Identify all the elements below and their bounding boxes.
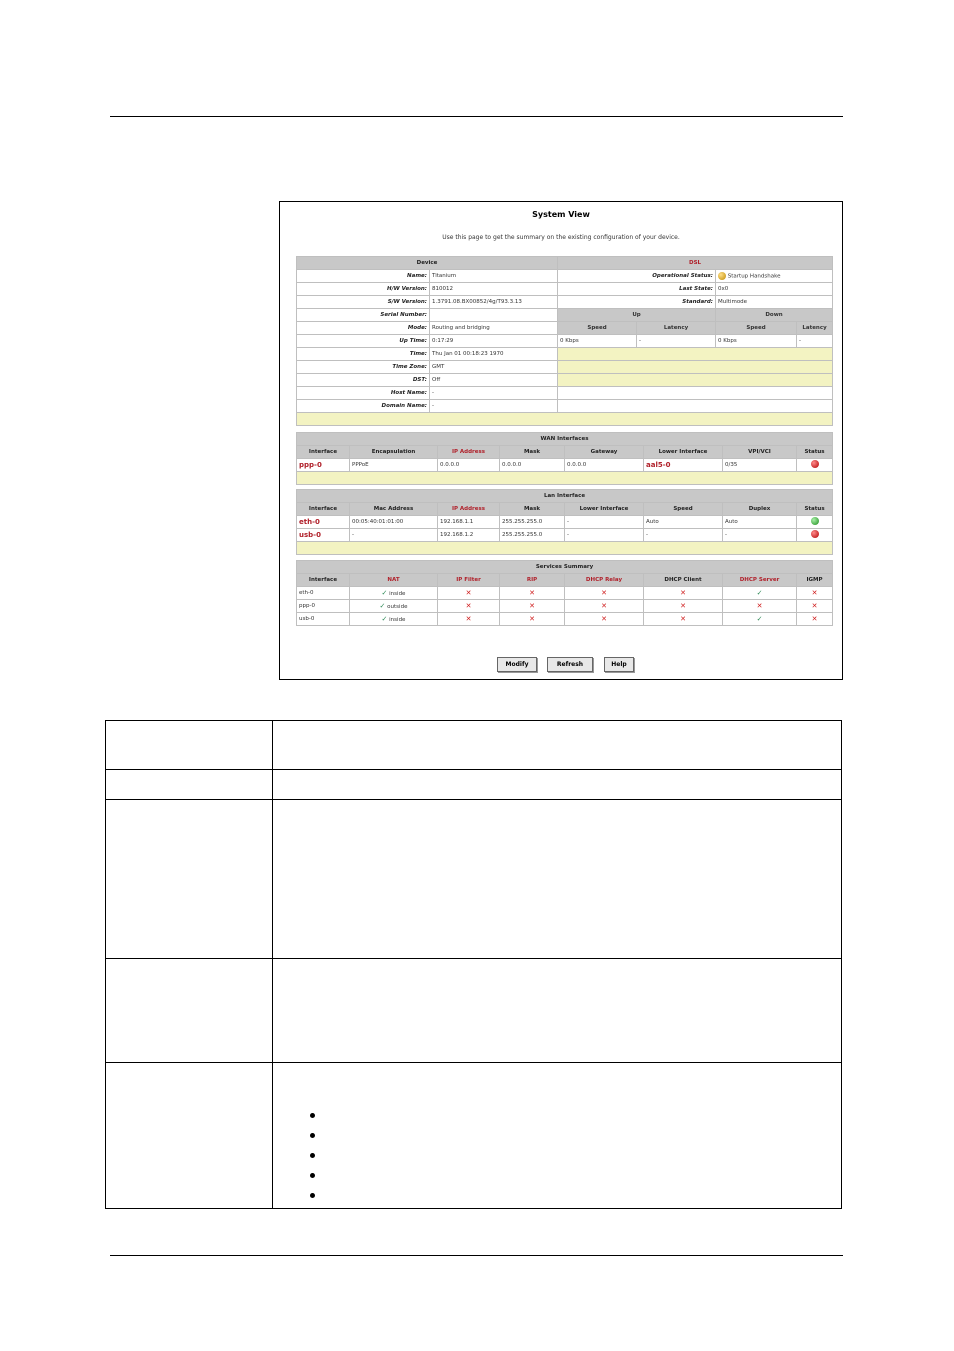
dsl-col-speed: Speed: [716, 322, 797, 335]
desc-cell: [273, 770, 842, 800]
dsl-down-speed: 0 Kbps: [716, 335, 797, 348]
table-row: [297, 613, 833, 626]
bullet-icon: [310, 1173, 315, 1178]
lan-col: Speed: [644, 503, 723, 516]
status-down-icon: [811, 460, 819, 468]
dsl-empty-row: [558, 387, 833, 400]
refresh-button[interactable]: Refresh: [547, 657, 593, 672]
services-col: Interface: [297, 574, 350, 587]
dsl-down-latency: -: [797, 335, 833, 348]
dsl-last-state-label: Last State:: [558, 283, 716, 296]
device-label: Domain Name:: [297, 400, 430, 413]
dsl-standard-label: Standard:: [558, 296, 716, 309]
bullet-icon: [310, 1113, 315, 1118]
spacer-row: [297, 472, 833, 485]
bullet-icon: [310, 1133, 315, 1138]
device-label: H/W Version:: [297, 283, 430, 296]
services-col: IGMP: [797, 574, 833, 587]
lan-table: [296, 489, 833, 555]
wan-col: Mask: [500, 446, 565, 459]
device-label: Time Zone:: [297, 361, 430, 374]
lan-ip: 192.168.1.1: [438, 516, 500, 529]
table-row: [297, 459, 833, 472]
cross-icon: ✕: [438, 613, 500, 626]
desc-cell: [106, 770, 273, 800]
services-interface: usb-0: [297, 613, 350, 626]
modify-button[interactable]: Modify: [497, 657, 537, 672]
services-col-dhcp-relay[interactable]: DHCP Relay: [565, 574, 644, 587]
device-value: 0:17:29: [430, 335, 558, 348]
dsl-empty-row: [558, 348, 833, 361]
cross-icon: ✕: [438, 600, 500, 613]
wan-gateway: 0.0.0.0: [565, 459, 644, 472]
lan-interface-link[interactable]: eth-0: [297, 516, 350, 529]
lan-header: Lan Interface: [297, 490, 833, 503]
desc-cell: [273, 721, 842, 770]
device-value: GMT: [430, 361, 558, 374]
device-value: Titanium: [430, 270, 558, 283]
device-value: Off: [430, 374, 558, 387]
cross-icon: ✕: [723, 600, 797, 613]
services-col: DHCP Client: [644, 574, 723, 587]
table-row: [297, 600, 833, 613]
wan-header: WAN Interfaces: [297, 433, 833, 446]
wan-col: Encapsulation: [350, 446, 438, 459]
description-table: [105, 720, 842, 1209]
device-label: Serial Number:: [297, 309, 430, 322]
wan-vpivci: 0/35: [723, 459, 797, 472]
nat-value: inside: [389, 617, 406, 623]
lan-ip: 192.168.1.2: [438, 529, 500, 542]
system-view-screenshot: [279, 201, 843, 680]
device-label: Host Name:: [297, 387, 430, 400]
wan-interface-link[interactable]: ppp-0: [297, 459, 350, 472]
desc-cell: [106, 800, 273, 959]
device-value: [430, 309, 558, 322]
wan-lower-link[interactable]: aal5-0: [644, 459, 723, 472]
cross-icon: ✕: [644, 613, 723, 626]
bullet-list: [310, 1113, 315, 1213]
services-interface: ppp-0: [297, 600, 350, 613]
desc-cell: [273, 1063, 842, 1209]
lan-col: Mac Address: [350, 503, 438, 516]
bullet-icon: [310, 1193, 315, 1198]
lan-col: Interface: [297, 503, 350, 516]
check-icon: ✓: [381, 615, 388, 623]
bullet-icon: [310, 1153, 315, 1158]
wan-ip: 0.0.0.0: [438, 459, 500, 472]
nat-value: inside: [389, 591, 406, 597]
device-label: DST:: [297, 374, 430, 387]
wan-col: VPI/VCI: [723, 446, 797, 459]
cross-icon: ✕: [565, 600, 644, 613]
cross-icon: ✕: [565, 587, 644, 600]
services-col-rip[interactable]: RIP: [500, 574, 565, 587]
status-led-icon: [718, 272, 726, 280]
cross-icon: ✕: [438, 587, 500, 600]
dsl-empty-row: [558, 374, 833, 387]
status-up-icon: [811, 517, 819, 525]
check-icon: ✓: [723, 587, 797, 600]
wan-col: Status: [797, 446, 833, 459]
cross-icon: ✕: [500, 587, 565, 600]
spacer-row: [297, 413, 833, 426]
dsl-col-speed: Speed: [558, 322, 637, 335]
services-interface: eth-0: [297, 587, 350, 600]
dsl-last-state-value: 0x0: [716, 283, 833, 296]
table-row: [297, 516, 833, 529]
lan-lower: -: [565, 516, 644, 529]
lan-col-ip[interactable]: IP Address: [438, 503, 500, 516]
desc-cell: [273, 959, 842, 1063]
lan-speed: Auto: [644, 516, 723, 529]
dsl-operational-value: Startup Handshake: [727, 273, 781, 280]
cross-icon: ✕: [797, 587, 833, 600]
check-icon: ✓: [379, 602, 386, 610]
cross-icon: ✕: [797, 613, 833, 626]
cross-icon: ✕: [500, 600, 565, 613]
dsl-down-header: Down: [716, 309, 833, 322]
dsl-up-speed: 0 Kbps: [558, 335, 637, 348]
lan-col: Duplex: [723, 503, 797, 516]
nat-value: outside: [387, 604, 408, 610]
lan-mask: 255.255.255.0: [500, 529, 565, 542]
lan-duplex: Auto: [723, 516, 797, 529]
dsl-col-latency: Latency: [797, 322, 833, 335]
lan-col: Status: [797, 503, 833, 516]
device-label: Time:: [297, 348, 430, 361]
dsl-header[interactable]: DSL: [558, 257, 833, 270]
dsl-operational-label: Operational Status:: [558, 270, 716, 283]
dsl-up-header: Up: [558, 309, 716, 322]
services-col-dhcp-server[interactable]: DHCP Server: [723, 574, 797, 587]
table-row: [297, 587, 833, 600]
spacer-row: [297, 542, 833, 555]
table-row: [297, 529, 833, 542]
device-value: -: [430, 387, 558, 400]
desc-cell: [273, 800, 842, 959]
lan-speed: -: [644, 529, 723, 542]
wan-col: Gateway: [565, 446, 644, 459]
page-subtitle: Use this page to get the summary on the existing configuration of your device.: [442, 234, 680, 241]
desc-cell: [106, 959, 273, 1063]
wan-col-ip[interactable]: IP Address: [438, 446, 500, 459]
cross-icon: ✕: [797, 600, 833, 613]
header-rule: [110, 116, 843, 117]
lan-mac: 00:05:40:01:01:00: [350, 516, 438, 529]
cross-icon: ✕: [565, 613, 644, 626]
dsl-empty-row: [558, 361, 833, 374]
services-col-nat[interactable]: NAT: [350, 574, 438, 587]
device-dsl-table: [296, 256, 833, 426]
wan-col: Interface: [297, 446, 350, 459]
dsl-up-latency: -: [637, 335, 716, 348]
desc-cell: [106, 1063, 273, 1209]
lan-lower: -: [565, 529, 644, 542]
device-label: Name:: [297, 270, 430, 283]
device-label: Mode:: [297, 322, 430, 335]
dsl-empty-row: [558, 400, 833, 413]
cross-icon: ✕: [644, 587, 723, 600]
cross-icon: ✕: [644, 600, 723, 613]
wan-col: Lower Interface: [644, 446, 723, 459]
lan-mac: -: [350, 529, 438, 542]
device-header: Device: [297, 257, 558, 270]
device-value: 810012: [430, 283, 558, 296]
wan-mask: 0.0.0.0: [500, 459, 565, 472]
footer-rule: [110, 1255, 843, 1256]
device-value: -: [430, 400, 558, 413]
lan-interface-link[interactable]: usb-0: [297, 529, 350, 542]
lan-duplex: -: [723, 529, 797, 542]
device-label: S/W Version:: [297, 296, 430, 309]
wan-encap: PPPoE: [350, 459, 438, 472]
page-title: System View: [532, 210, 590, 219]
desc-cell: [106, 721, 273, 770]
check-icon: ✓: [723, 613, 797, 626]
lan-col: Mask: [500, 503, 565, 516]
device-label: Up Time:: [297, 335, 430, 348]
services-header: Services Summary: [297, 561, 833, 574]
help-button[interactable]: Help: [604, 657, 634, 672]
lan-col: Lower Interface: [565, 503, 644, 516]
services-table: [296, 560, 833, 626]
wan-table: [296, 432, 833, 485]
dsl-col-latency: Latency: [637, 322, 716, 335]
services-col-ipfilter[interactable]: IP Filter: [438, 574, 500, 587]
dsl-standard-value: Multimode: [716, 296, 833, 309]
device-value: Routing and bridging: [430, 322, 558, 335]
check-icon: ✓: [381, 589, 388, 597]
status-down-icon: [811, 530, 819, 538]
device-value: 1.3791.08.BX00852/4g/T93.3.13: [430, 296, 558, 309]
cross-icon: ✕: [500, 613, 565, 626]
device-value: Thu Jan 01 00:18:23 1970: [430, 348, 558, 361]
lan-mask: 255.255.255.0: [500, 516, 565, 529]
